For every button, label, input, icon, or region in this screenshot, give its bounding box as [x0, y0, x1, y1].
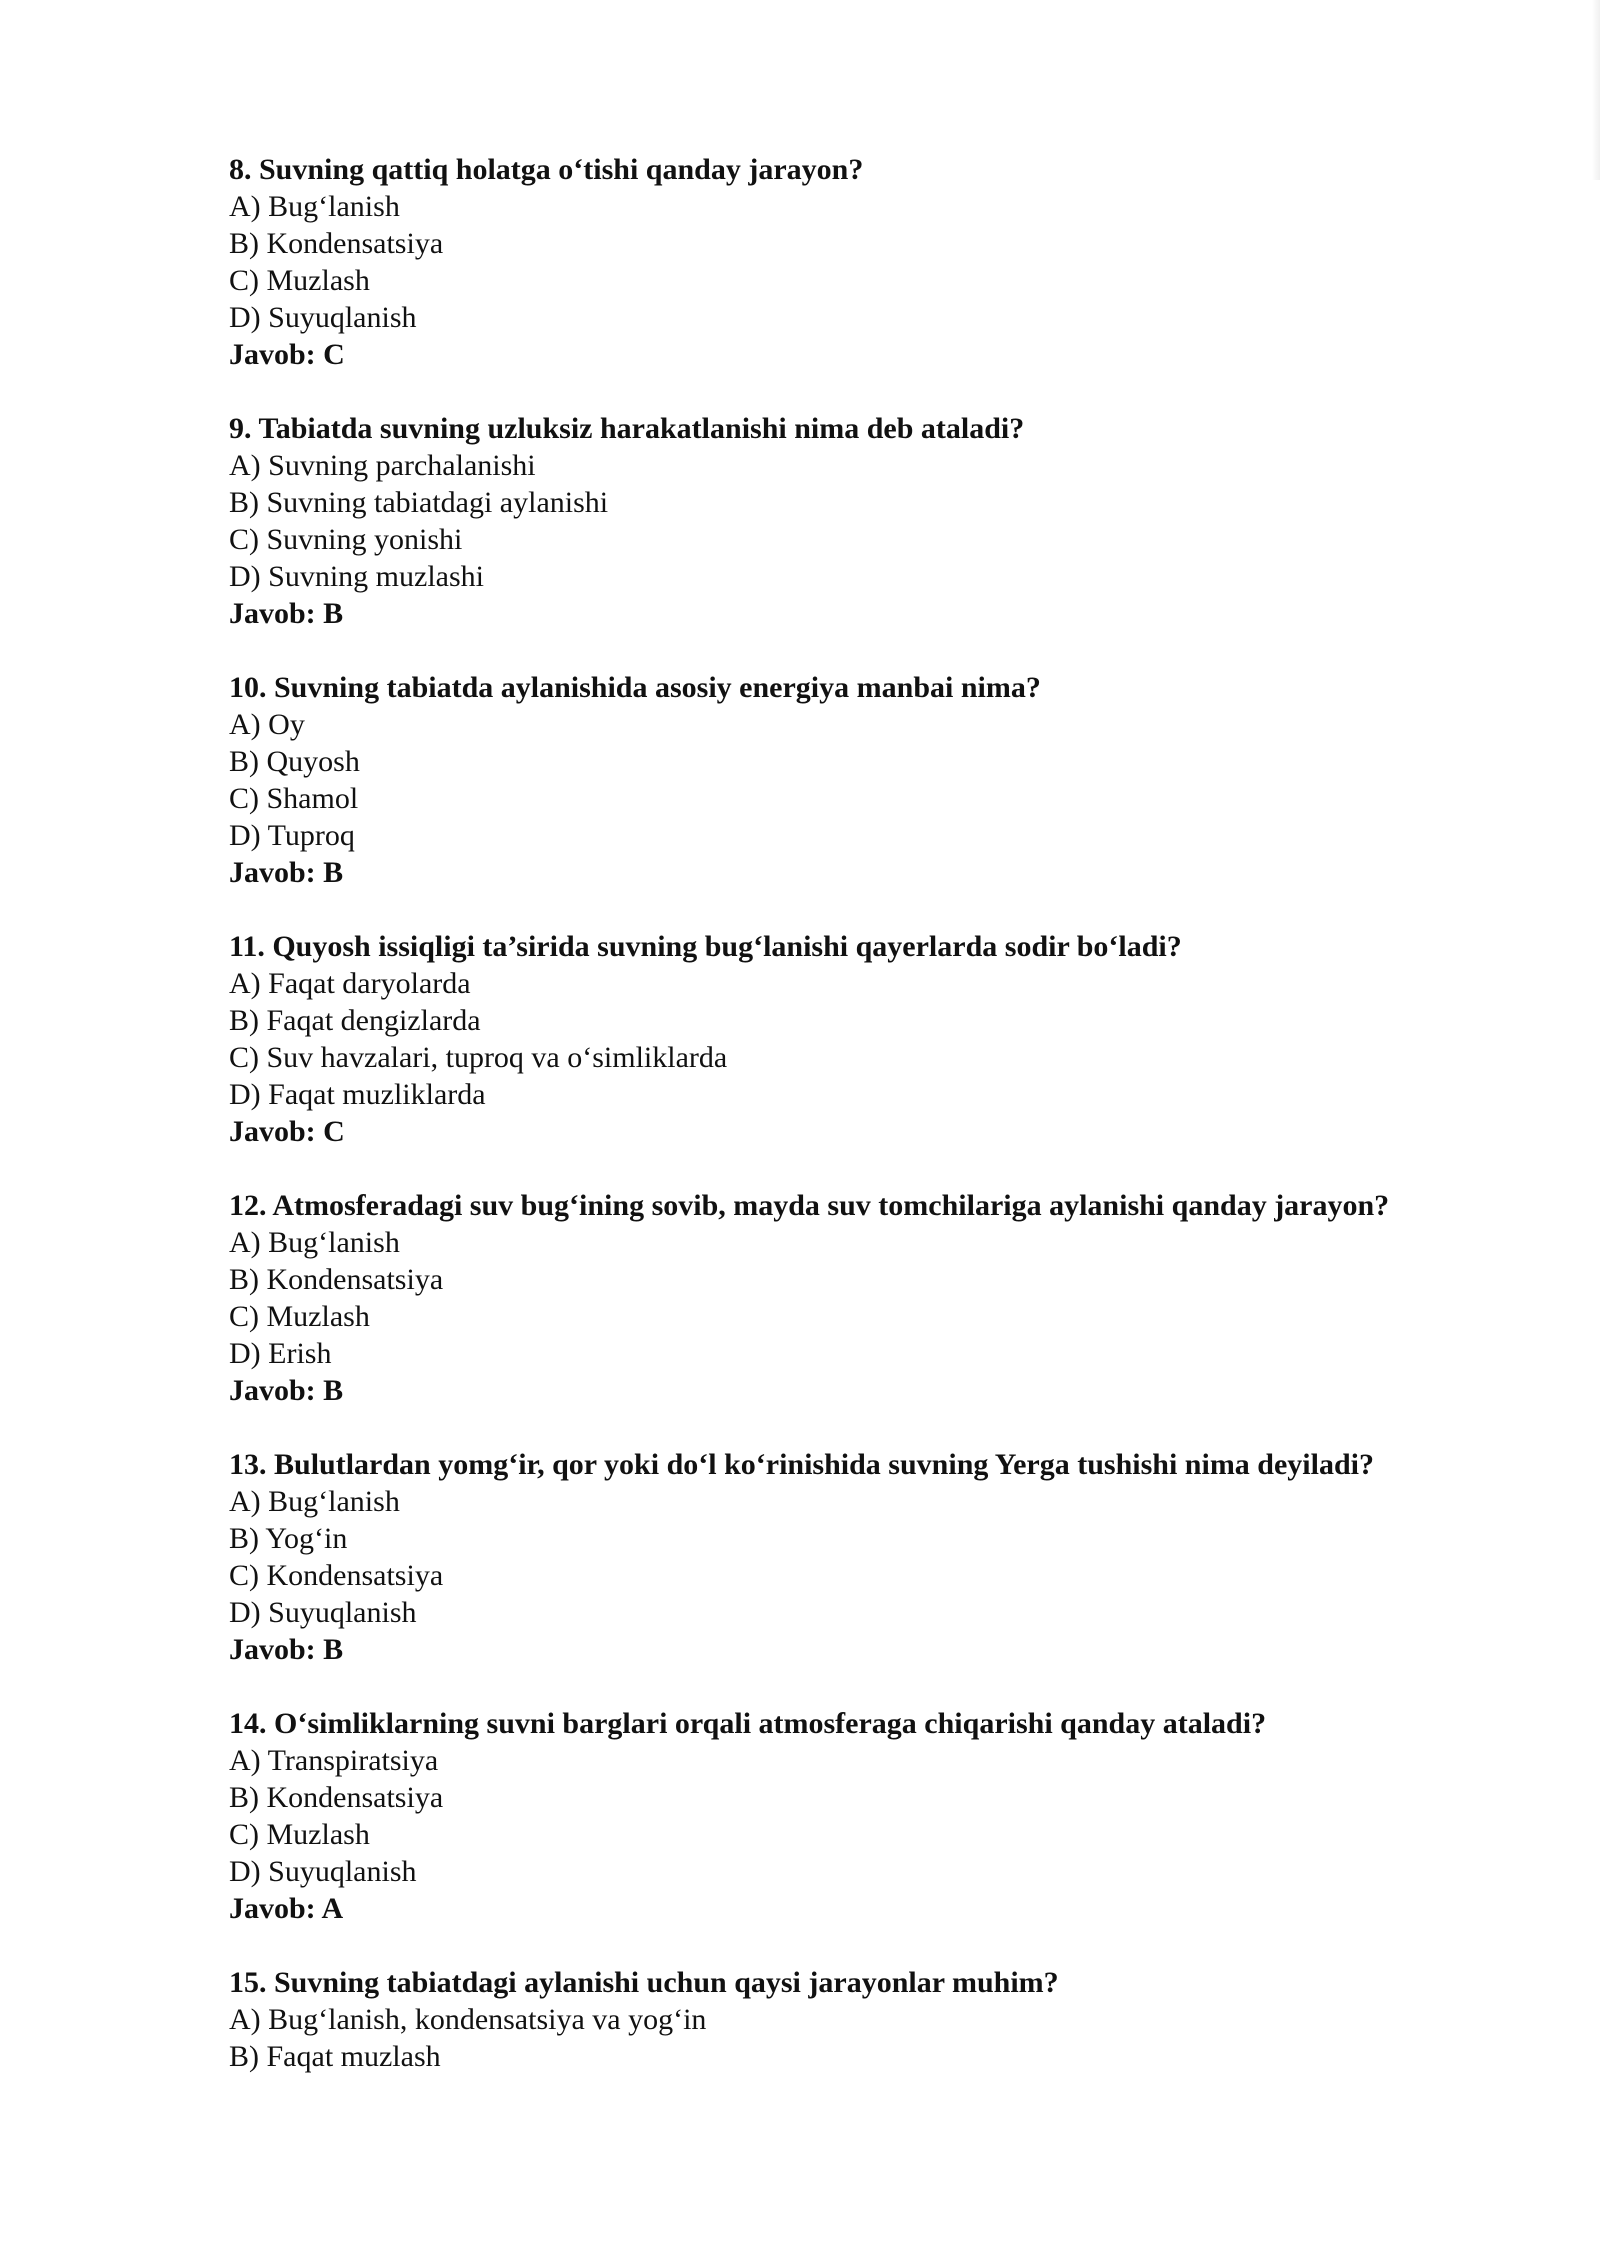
option-c: C) Suv havzalari, tuproq va o‘simliklarda: [229, 1041, 728, 1074]
question-block-13: [229, 1446, 1569, 1668]
quiz-content: [229, 151, 1569, 2112]
option-a: A) Bug‘lanish: [229, 1485, 400, 1518]
option-a: A) Faqat daryolarda: [229, 967, 471, 1000]
option-a: A) Oy: [229, 708, 305, 741]
option-b: B) Kondensatsiya: [229, 1263, 444, 1296]
question-text: 12. Atmosferadagi suv bug‘ining sovib, mayda suv tomchilariga aylanishi qanday jarayon?: [229, 1189, 1390, 1222]
question-block-8: [229, 151, 1569, 373]
question-text: 11. Quyosh issiqligi ta’sirida suvning bug‘lanishi qayerlarda sodir bo‘ladi?: [229, 930, 1182, 963]
option-c: C) Muzlash: [229, 1818, 370, 1851]
answer-text: Javob: B: [229, 856, 344, 889]
answer-text: Javob: C: [229, 338, 345, 371]
question-block-9: [229, 410, 1569, 632]
question-text: 13. Bulutlardan yomg‘ir, qor yoki do‘l ko‘rinishida suvning Yerga tushishi nima deyiladi?: [229, 1448, 1374, 1481]
answer-text: Javob: B: [229, 1374, 344, 1407]
question-text: 8. Suvning qattiq holatga o‘tishi qanday jarayon?: [229, 153, 864, 186]
question-text: 15. Suvning tabiatdagi aylanishi uchun qaysi jarayonlar muhim?: [229, 1966, 1059, 1999]
answer-text: Javob: B: [229, 1633, 344, 1666]
option-b: B) Yog‘in: [229, 1522, 348, 1555]
question-block-14: [229, 1705, 1569, 1927]
option-d: D) Suyuqlanish: [229, 1596, 417, 1629]
question-block-12: [229, 1187, 1569, 1409]
option-c: C) Kondensatsiya: [229, 1559, 444, 1592]
option-a: A) Bug‘lanish, kondensatsiya va yog‘in: [229, 2003, 707, 2036]
option-b: B) Kondensatsiya: [229, 227, 444, 260]
option-d: D) Suyuqlanish: [229, 1855, 417, 1888]
option-d: D) Suyuqlanish: [229, 301, 417, 334]
answer-text: Javob: C: [229, 1115, 345, 1148]
option-d: D) Erish: [229, 1337, 332, 1370]
option-c: C) Muzlash: [229, 1300, 370, 1333]
question-block-11: [229, 928, 1569, 1150]
question-block-15: [229, 1964, 1569, 2075]
option-b: B) Quyosh: [229, 745, 360, 778]
page-edge-shadow: [1592, 0, 1600, 180]
option-b: B) Faqat muzlash: [229, 2040, 441, 2073]
option-d: D) Faqat muzliklarda: [229, 1078, 486, 1111]
answer-text: Javob: B: [229, 597, 344, 630]
option-b: B) Kondensatsiya: [229, 1781, 444, 1814]
option-a: A) Bug‘lanish: [229, 1226, 400, 1259]
option-a: A) Bug‘lanish: [229, 190, 400, 223]
answer-text: Javob: A: [229, 1892, 344, 1925]
option-c: C) Shamol: [229, 782, 359, 815]
question-block-10: [229, 669, 1569, 891]
option-d: D) Tuproq: [229, 819, 355, 852]
option-c: C) Suvning yonishi: [229, 523, 463, 556]
option-a: A) Suvning parchalanishi: [229, 449, 536, 482]
option-d: D) Suvning muzlashi: [229, 560, 484, 593]
option-c: C) Muzlash: [229, 264, 370, 297]
option-b: B) Faqat dengizlarda: [229, 1004, 481, 1037]
option-a: A) Transpiratsiya: [229, 1744, 439, 1777]
option-b: B) Suvning tabiatdagi aylanishi: [229, 486, 609, 519]
question-text: 10. Suvning tabiatda aylanishida asosiy energiya manbai nima?: [229, 671, 1041, 704]
question-text: 9. Tabiatda suvning uzluksiz harakatlanishi nima deb ataladi?: [229, 412, 1025, 445]
question-text: 14. O‘simliklarning suvni barglari orqali atmosferaga chiqarishi qanday ataladi?: [229, 1707, 1267, 1740]
